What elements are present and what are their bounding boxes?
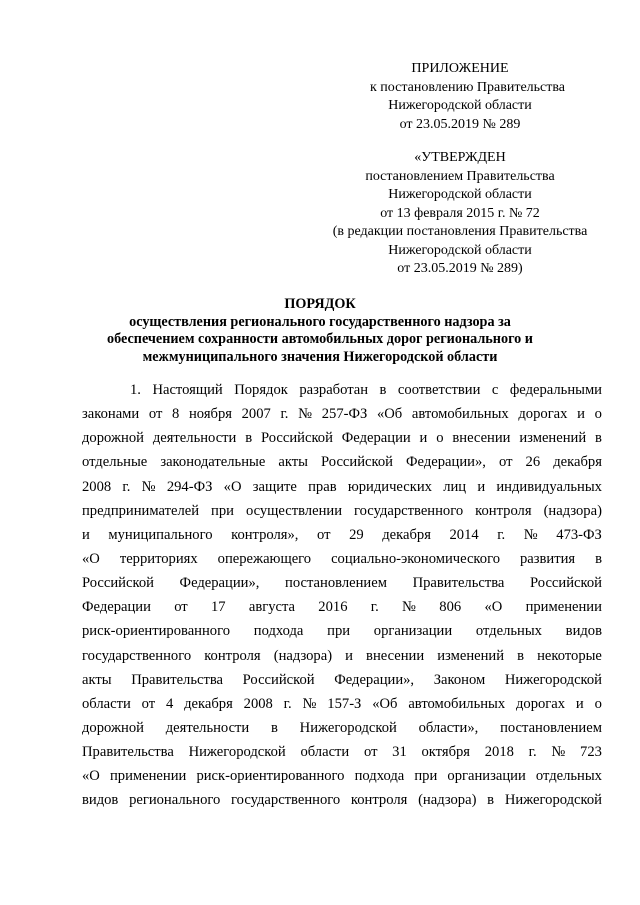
body-line [82, 595, 602, 619]
appendix-line: от 23.05.2019 № 289 [399, 116, 521, 132]
body-word: (надзора) [273, 647, 333, 664]
body-word: риск-ориентированного [82, 623, 231, 640]
body-word: контроля», [231, 526, 299, 543]
body-word: деятельности [165, 719, 250, 736]
approval-line: Нижегородской области [388, 187, 532, 202]
body-word: постановлением [500, 719, 602, 736]
body-word: отдельные [82, 454, 148, 471]
body-word: 2018 [484, 744, 514, 761]
body-word: 2007 [241, 406, 271, 423]
body-word: дорожной [82, 430, 144, 447]
body-word: индивидуальных [496, 478, 602, 495]
body-word: акты [82, 671, 112, 688]
body-word: контроля [475, 502, 532, 519]
body-word: 17 [210, 599, 226, 616]
body-line [82, 619, 602, 643]
body-word: г. [528, 744, 537, 761]
body-line [82, 499, 602, 523]
body-word: законами [82, 406, 140, 423]
body-word: 26 [525, 454, 541, 471]
body-word: государственного [231, 792, 341, 809]
body-word: применении [525, 599, 602, 616]
body-word: государственного [82, 647, 192, 664]
body-word: в [487, 792, 495, 809]
body-word: 294-ФЗ [166, 478, 213, 495]
body-word: и [419, 430, 428, 447]
body-line [82, 571, 602, 595]
body-word: 2008 [243, 695, 273, 712]
body-word: декабря [382, 526, 431, 543]
body-word: г. [283, 695, 292, 712]
body-word: разработан [299, 382, 369, 398]
body-word: Правительства [412, 575, 505, 592]
body-word: «Об [372, 695, 398, 712]
body-line [82, 523, 602, 547]
body-word: с [491, 382, 499, 398]
approval-line: (в редакции постановления Правительства [332, 224, 588, 239]
body-word: изменений [519, 430, 587, 447]
body-word: 2016 [318, 599, 348, 616]
body-word: Порядок [234, 382, 288, 398]
body-word: опережающего [217, 550, 312, 567]
body-line [82, 668, 602, 692]
body-word: области», [418, 719, 479, 736]
body-word: автомобильных [411, 406, 509, 423]
body-paragraph [82, 378, 602, 813]
body-word: риск-ориентированного [196, 768, 345, 785]
body-word: Настоящий [152, 382, 223, 398]
body-word: государственного [354, 502, 464, 519]
body-line [82, 378, 602, 402]
body-word: контроля [350, 792, 408, 809]
body-word: в [271, 719, 278, 736]
body-word: (надзора) [418, 792, 477, 809]
body-word: социально-экономического [331, 550, 500, 567]
body-word: предпринимателей [82, 502, 200, 519]
body-word: г. [280, 406, 289, 423]
body-word: № [302, 695, 317, 712]
approval-line: от 23.05.2019 № 289) [397, 261, 523, 276]
body-line [82, 547, 602, 571]
approval-line: постановлением Правительства [365, 168, 555, 184]
body-word: от [174, 599, 188, 616]
body-word: Нижегородской [504, 792, 602, 809]
body-word: и [575, 695, 584, 712]
title-line: обеспечением сохранности автомобильных дорог регионального и [107, 331, 533, 347]
approval-line: от 13 февраля 2015 г. № 72 [380, 205, 540, 221]
body-word: в [595, 550, 602, 567]
body-word: и [477, 478, 486, 495]
approval-block [310, 149, 610, 279]
body-word: от [317, 526, 331, 543]
body-word: 1. [130, 382, 141, 398]
body-word: № [402, 599, 416, 616]
body-word: защите [252, 478, 297, 495]
body-word: о [594, 406, 602, 423]
body-word: октября [421, 744, 471, 761]
body-word: 473-ФЗ [556, 526, 602, 543]
body-word: в [517, 647, 525, 664]
body-word: подхода [354, 768, 405, 785]
body-word: регионального [129, 792, 221, 809]
body-word: 31 [392, 744, 407, 761]
body-word: «О [223, 478, 242, 495]
body-word: области [300, 744, 350, 761]
appendix-line: к постановлению Правительства [370, 79, 566, 95]
body-word: г. [122, 478, 131, 495]
body-word: юридических [347, 478, 432, 495]
body-word: подхода [253, 623, 304, 640]
body-line [82, 740, 602, 764]
body-word: деятельности [152, 430, 237, 447]
body-word: видов [565, 623, 602, 640]
body-word: контроля [204, 647, 261, 664]
body-word: изменений [437, 647, 505, 664]
body-word: августа [248, 599, 296, 616]
body-word: 806 [439, 599, 462, 616]
body-word: от [498, 454, 513, 471]
body-word: законодательные [160, 454, 266, 471]
body-word: Нижегородской [299, 719, 397, 736]
body-word: о [436, 430, 444, 447]
body-word: Российской [530, 575, 602, 592]
body-word: Федерации [341, 430, 411, 447]
body-line [82, 764, 602, 788]
body-word: области [82, 695, 131, 712]
body-word: Нижегородской [504, 671, 602, 688]
body-word: Федерации», [334, 671, 415, 688]
body-word: № [551, 744, 566, 761]
body-word: 2014 [449, 526, 479, 543]
body-word: (надзора) [543, 502, 602, 519]
body-word: некоторые [537, 647, 602, 664]
body-word: Российской [82, 575, 154, 592]
body-word: в [379, 382, 387, 398]
body-word: от [148, 406, 163, 423]
body-line [82, 475, 602, 499]
appendix-line: ПРИЛОЖЕНИЕ [411, 61, 509, 76]
body-word: Законом [433, 671, 486, 688]
body-word: прав [308, 478, 337, 495]
body-word: отдельных [535, 768, 602, 785]
body-word: Федерации», [179, 575, 260, 592]
body-word: видов [82, 792, 119, 809]
body-word: № [523, 526, 538, 543]
body-word: соответствии [397, 382, 481, 398]
body-word: лиц [443, 478, 467, 495]
body-word: дорогах [515, 695, 566, 712]
body-word: Федерации», [406, 454, 486, 471]
approval-line: Нижегородской области [388, 242, 532, 258]
body-word: территориях [119, 550, 198, 567]
body-word: Российской [260, 430, 333, 447]
body-word: в [595, 430, 602, 447]
appendix-block [370, 60, 566, 134]
appendix-line: Нижегородской области [388, 98, 532, 113]
body-word: развития [519, 550, 576, 567]
body-word: Федерации [82, 599, 151, 616]
body-word: 157-З [327, 695, 362, 712]
body-word: ноября [188, 406, 232, 423]
body-word: Нижегородской [188, 744, 286, 761]
body-word: Правительства [82, 744, 174, 761]
body-word: «О [82, 550, 100, 567]
body-word: при [211, 502, 234, 519]
body-word: Российской [242, 671, 315, 688]
body-word: организации [373, 623, 453, 640]
body-word: дорожной [82, 719, 144, 736]
body-line [82, 692, 602, 716]
body-word: декабря [184, 695, 233, 712]
body-word: 8 [172, 406, 180, 423]
body-word: от [363, 744, 378, 761]
body-word: применении [109, 768, 187, 785]
body-word: о [594, 695, 602, 712]
body-word: «О [484, 599, 503, 616]
body-word: отдельных [475, 623, 542, 640]
body-word: и [577, 406, 585, 423]
body-word: 4 [165, 695, 174, 712]
body-line [82, 402, 602, 426]
body-word: 723 [580, 744, 602, 761]
body-word: «Об [376, 406, 403, 423]
body-word: при [414, 768, 438, 785]
body-word: и [82, 526, 90, 543]
body-line [82, 426, 602, 450]
body-word: постановлением [285, 575, 387, 592]
body-word: № [298, 406, 313, 423]
body-word: внесении [366, 647, 425, 664]
approval-line: «УТВЕРЖДЕН [414, 150, 506, 165]
body-word: 257-ФЗ [321, 406, 368, 423]
body-word: федеральными [509, 382, 602, 398]
body-word: Правительства [131, 671, 224, 688]
title-line: осуществления регионального государственного надзора за [129, 313, 511, 330]
body-line [82, 644, 602, 668]
body-word: и [345, 647, 353, 664]
body-line [82, 450, 602, 474]
body-word: г. [370, 599, 379, 616]
body-line [82, 716, 602, 740]
body-line [82, 788, 602, 812]
body-word: в [245, 430, 253, 447]
document-title [90, 296, 550, 366]
body-word: № [141, 478, 156, 495]
body-word: внесении [452, 430, 511, 447]
body-word: 29 [349, 526, 364, 543]
body-word: 2008 [82, 478, 112, 495]
body-word: при [327, 623, 351, 640]
body-word: Российской [321, 454, 393, 471]
title-line: межмуниципального значения Нижегородской области [142, 348, 498, 365]
body-word: автомобильных [408, 695, 506, 712]
body-word: муниципального [108, 526, 213, 543]
body-word: акты [278, 454, 308, 471]
body-word: дорогах [518, 406, 568, 423]
body-word: осуществлении [245, 502, 343, 519]
body-word: декабря [553, 454, 602, 471]
body-word: «О [82, 768, 100, 785]
body-word: от [141, 695, 156, 712]
body-word: г. [497, 526, 506, 543]
body-word: организации [447, 768, 526, 785]
title-heading: ПОРЯДОК [284, 296, 356, 312]
